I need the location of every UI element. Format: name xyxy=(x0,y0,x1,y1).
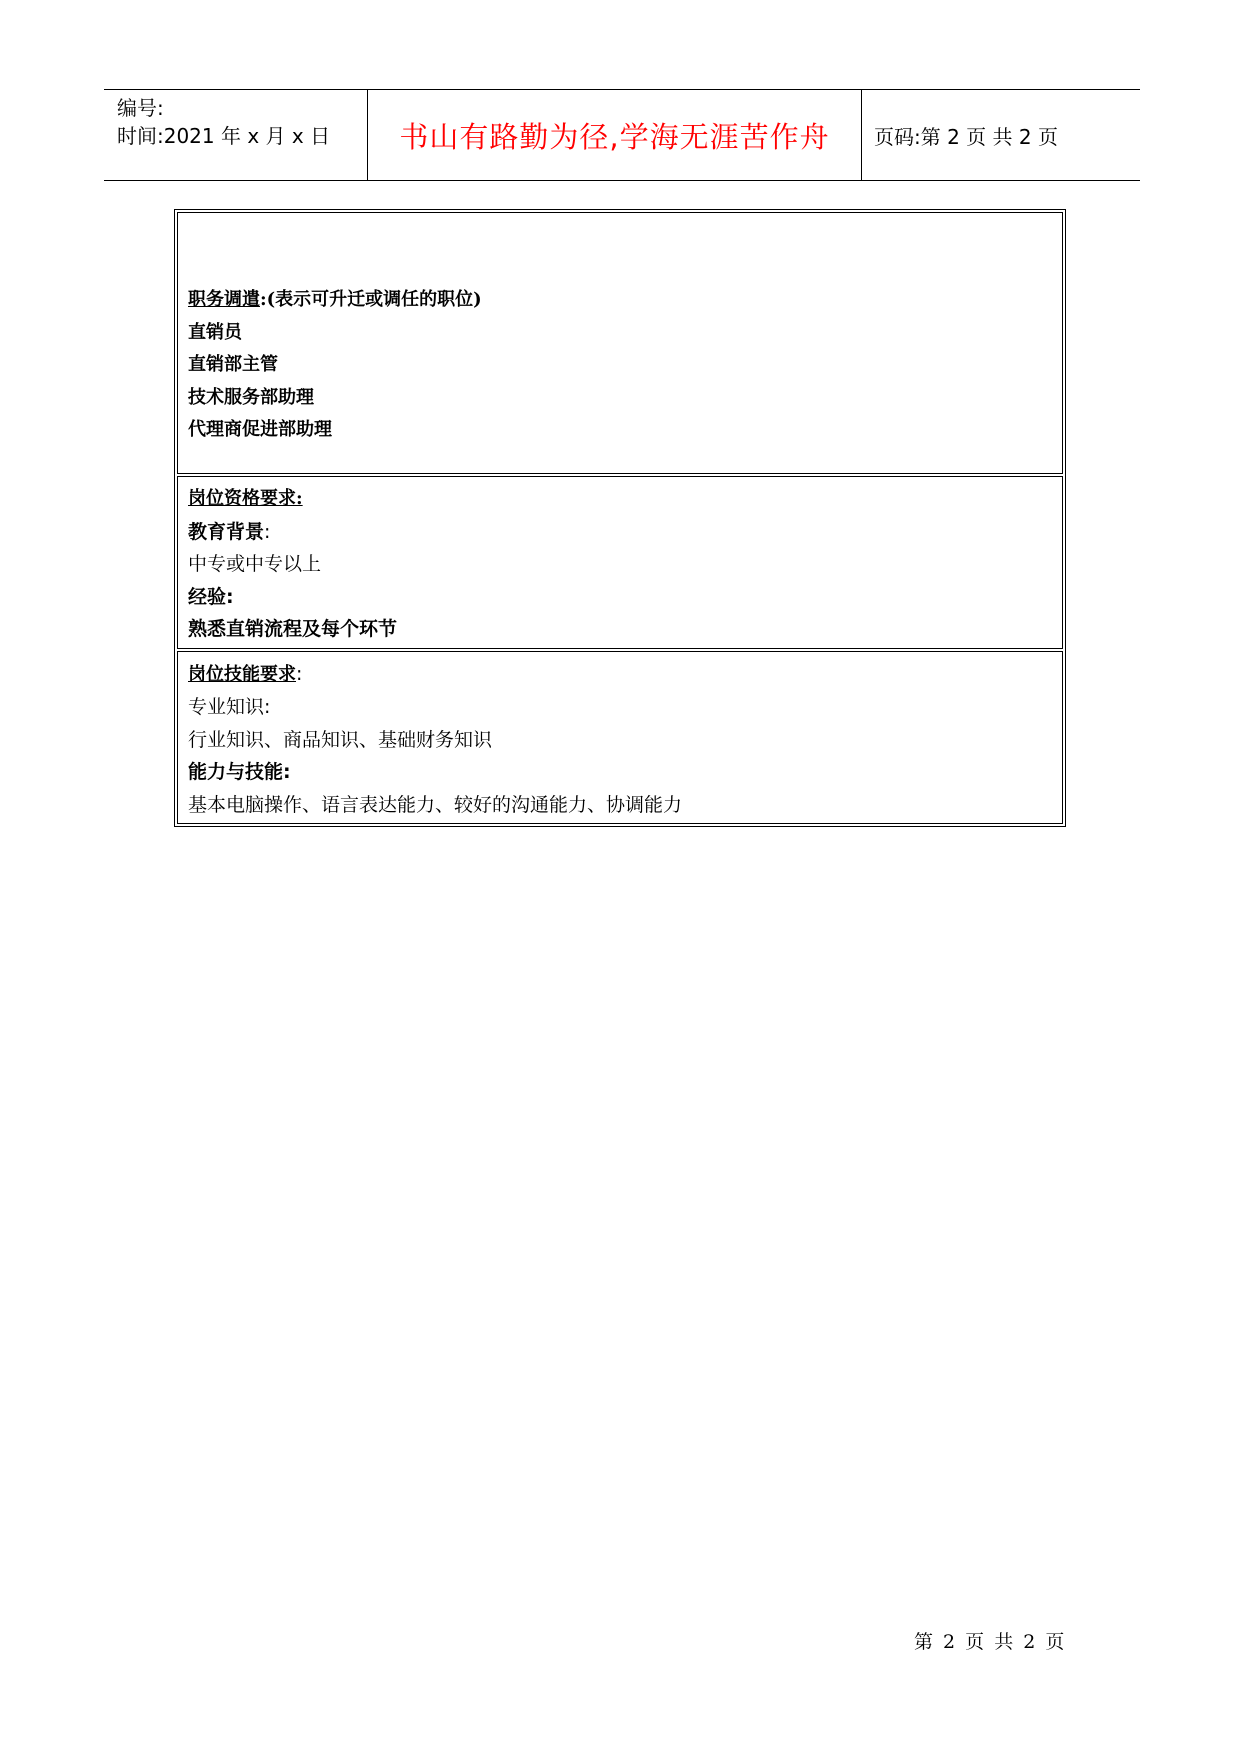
footer-page-number: 第 2 页 共 2 页 xyxy=(914,1631,1067,1653)
skills-title: 岗位技能要求 xyxy=(188,663,296,685)
job-description-table xyxy=(174,209,1066,827)
document-time-label: 时间:2021 年 x 月 x 日 xyxy=(117,124,331,148)
ability-value: 基本电脑操作、语言表达能力、较好的沟通能力、协调能力 xyxy=(188,793,683,816)
education-label-line xyxy=(188,516,1052,549)
skills-colon: : xyxy=(296,662,303,685)
section-qualification xyxy=(177,476,1063,649)
education-label: 教育背景 xyxy=(188,520,265,543)
header-page-number: 页码:第 2 页 共 2 页 xyxy=(874,124,1058,149)
skills-heading xyxy=(188,658,1052,692)
knowledge-value: 行业知识、商品知识、基础财务知识 xyxy=(188,728,493,751)
qualification-title: 岗位资格要求: xyxy=(188,488,303,509)
experience-value: 熟悉直销流程及每个环节 xyxy=(188,618,398,640)
page-header xyxy=(104,89,1140,181)
section-transfer xyxy=(177,212,1063,474)
education-value: 中专或中专以上 xyxy=(188,553,322,575)
section-skills xyxy=(177,651,1063,825)
header-motto: 书山有路勤为径,学海无涯苦作舟 xyxy=(399,119,830,154)
transfer-colon: : xyxy=(260,289,267,310)
header-info-cell xyxy=(104,90,368,180)
document-number-label: 编号: xyxy=(117,96,164,120)
transfer-item: 直销员 xyxy=(188,321,242,343)
header-page-cell xyxy=(862,90,1140,180)
education-colon: : xyxy=(264,520,271,543)
experience-label: 经验: xyxy=(188,585,234,608)
transfer-item: 直销部主管 xyxy=(188,354,278,375)
transfer-heading xyxy=(188,284,1052,317)
header-motto-cell xyxy=(368,90,862,180)
transfer-note: (表示可升迁或调任的职位) xyxy=(266,289,482,310)
transfer-title: 职务调遣 xyxy=(188,289,260,310)
transfer-item: 代理商促进部助理 xyxy=(188,419,332,440)
ability-label: 能力与技能: xyxy=(188,761,291,783)
transfer-item: 技术服务部助理 xyxy=(188,386,314,408)
page-footer xyxy=(914,1627,1066,1654)
knowledge-label: 专业知识: xyxy=(188,696,271,718)
